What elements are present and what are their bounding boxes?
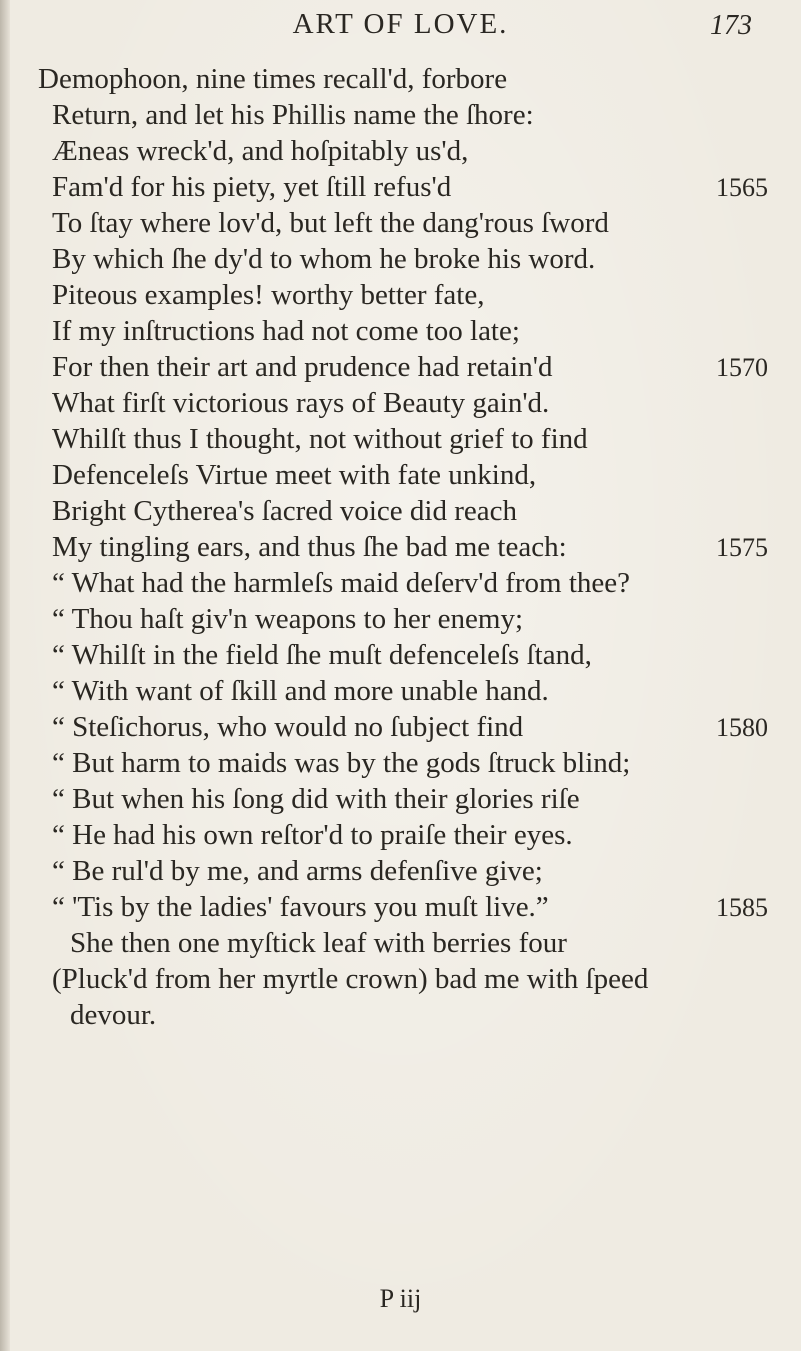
verse-line: “ 'Tis by the ladies' favours you muſt live.” xyxy=(52,891,549,923)
line-number: 1570 xyxy=(716,353,768,382)
line-number: 1585 xyxy=(716,893,768,922)
verse-line: Return, and let his Phillis name the ſhore: xyxy=(52,99,534,131)
page-number: 173 xyxy=(710,10,752,41)
verse-line: Whilſt thus I thought, not without grief to find xyxy=(52,423,588,455)
verse-line: “ What had the harmleſs maid deſerv'd from thee? xyxy=(52,567,631,599)
verse-line: “ But harm to maids was by the gods ſtruck blind; xyxy=(52,747,631,779)
verse-line: If my inſtructions had not come too late; xyxy=(52,315,520,347)
verse-line: “ But when his ſong did with their glories riſe xyxy=(52,783,580,815)
verse-line: devour. xyxy=(70,999,157,1031)
verse-line: “ With want of ſkill and more unable hand. xyxy=(52,675,549,707)
running-title: ART OF LOVE. xyxy=(292,8,509,40)
verse-line: My tingling ears, and thus ſhe bad me teach: xyxy=(52,531,567,563)
signature-mark: P iij xyxy=(379,1284,422,1313)
verse-line: Fam'd for his piety, yet ſtill refus'd xyxy=(52,171,452,203)
verse-line: For then their art and prudence had retain'd xyxy=(52,351,553,383)
verse-line: Bright Cytherea's ſacred voice did reach xyxy=(52,495,518,527)
verse-line: “ Thou haſt giv'n weapons to her enemy; xyxy=(52,603,523,635)
verse-line: (Pluck'd from her myrtle crown) bad me with ſpeed xyxy=(52,963,649,995)
verse-line: Demophoon, nine times recall'd, forbore xyxy=(38,63,508,95)
verse-line: Æneas wreck'd, and hoſpitably us'd, xyxy=(52,135,469,167)
line-number: 1575 xyxy=(716,533,768,562)
line-number: 1565 xyxy=(716,173,768,202)
verse-line: Piteous examples! worthy better fate, xyxy=(52,279,485,311)
verse-line: She then one myſtick leaf with berries four xyxy=(70,927,567,959)
verse-line: “ Steſichorus, who would no ſubject find xyxy=(52,711,524,743)
line-number: 1580 xyxy=(716,713,768,742)
verse-line: Defenceleſs Virtue meet with fate unkind, xyxy=(52,459,537,491)
verse-line: To ſtay where lov'd, but left the dang'rous ſword xyxy=(52,207,609,239)
verse-line: “ He had his own reſtor'd to praiſe their eyes. xyxy=(52,819,573,851)
verse-line: What firſt victorious rays of Beauty gain'd. xyxy=(52,387,550,419)
verse-line: “ Whilſt in the field ſhe muſt defenceleſs ſtand, xyxy=(52,639,592,671)
verse-line: By which ſhe dy'd to whom he broke his word. xyxy=(52,243,596,275)
verse-line: “ Be rul'd by me, and arms defenſive give; xyxy=(52,855,543,887)
